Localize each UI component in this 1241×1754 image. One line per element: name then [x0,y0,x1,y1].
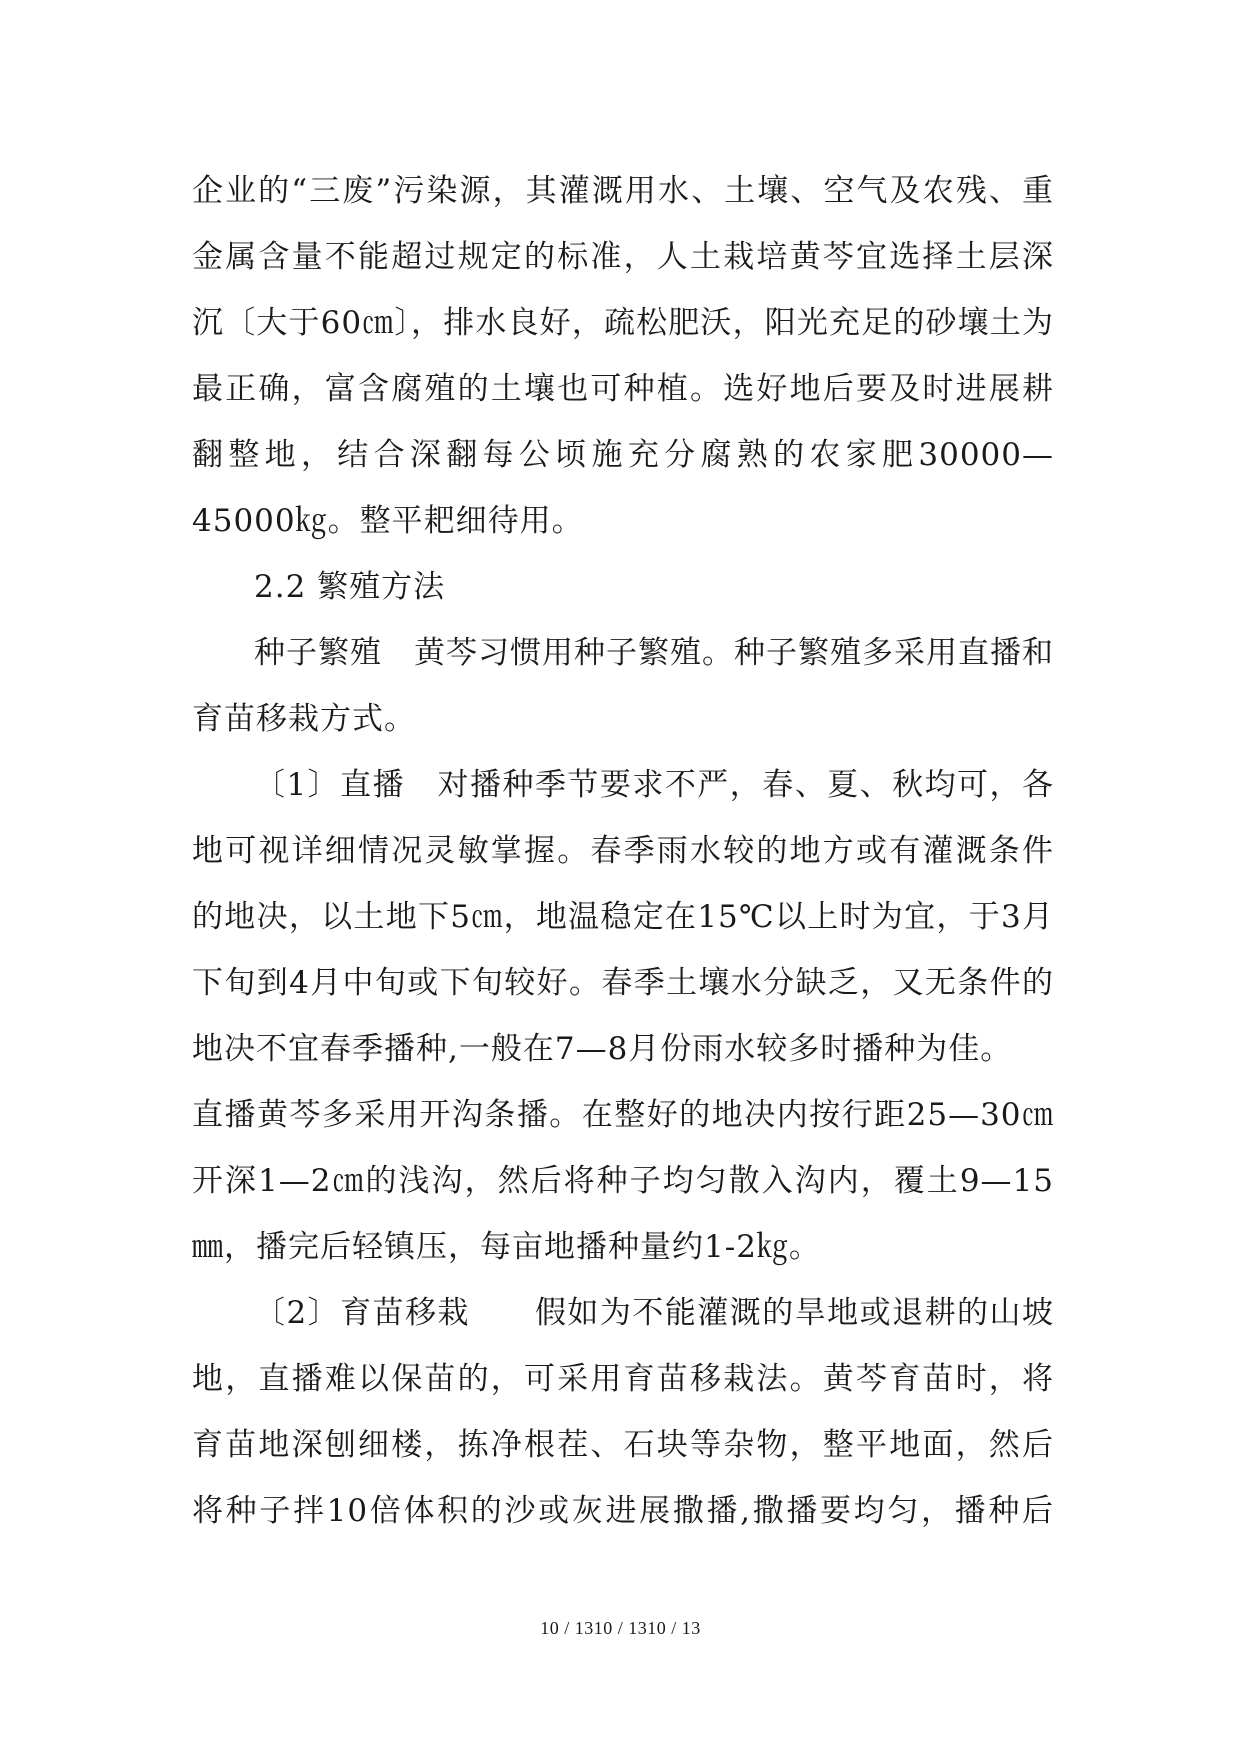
page-number: 10 / 1310 / 1310 / 13 [540,1618,701,1638]
page-footer [0,1616,1241,1640]
paragraph-soil-selection: 企业的“三废”污染源，其灌溉用水、土壤、空气及农残、重金属含量不能超过规定的标准，人土栽培黄芩宜选择土层深沉〔大于60㎝〕，排水良好，疏松肥沃，阳光充足的砂壤土为最正确，富含腐殖的土壤也可种植。选好地后要及时进展耕翻整地，结合深翻每公顷施充分腐熟的农家肥30000—45000㎏。整平耙细待用。 [192,173,1054,539]
document-body [192,158,1054,1544]
paragraph-seed-propagation: 种子繁殖 黄芩习惯用种子繁殖。种子繁殖多采用直播和育苗移栽方式。 [192,635,1054,737]
section-heading: 2.2 繁殖方法 [254,569,446,605]
paragraph-direct-sowing: 〔1〕直播 对播种季节要求不严，春、夏、秋均可，各地可视详细情况灵敏掌握。春季雨水较的地方或有灌溉条件的地决，以土地下5㎝，地温稳定在15℃以上时为宜，于3月下旬到4月中旬或下旬较好。春季土壤水分缺乏，又无条件的地决不宜春季播种,一般在7—8月份雨水较多时播种为佳。 [192,767,1054,1067]
paragraph-furrow-sowing: 直播黄芩多采用开沟条播。在整好的地决内按行距25—30㎝开深1—2㎝的浅沟，然后将种子均匀散入沟内，覆土9—15㎜，播完后轻镇压，每亩地播种量约1-2㎏。 [192,1097,1054,1265]
paragraph-seedling-transplant: 〔2〕育苗移栽 假如为不能灌溉的旱地或退耕的山坡地，直播难以保苗的，可采用育苗移栽法。黄芩育苗时，将育苗地深刨细楼，拣净根茬、石块等杂物，整平地面，然后将种子拌10倍体积的沙或灰进展撒播,撒播要均匀，播种后 [192,1295,1054,1529]
